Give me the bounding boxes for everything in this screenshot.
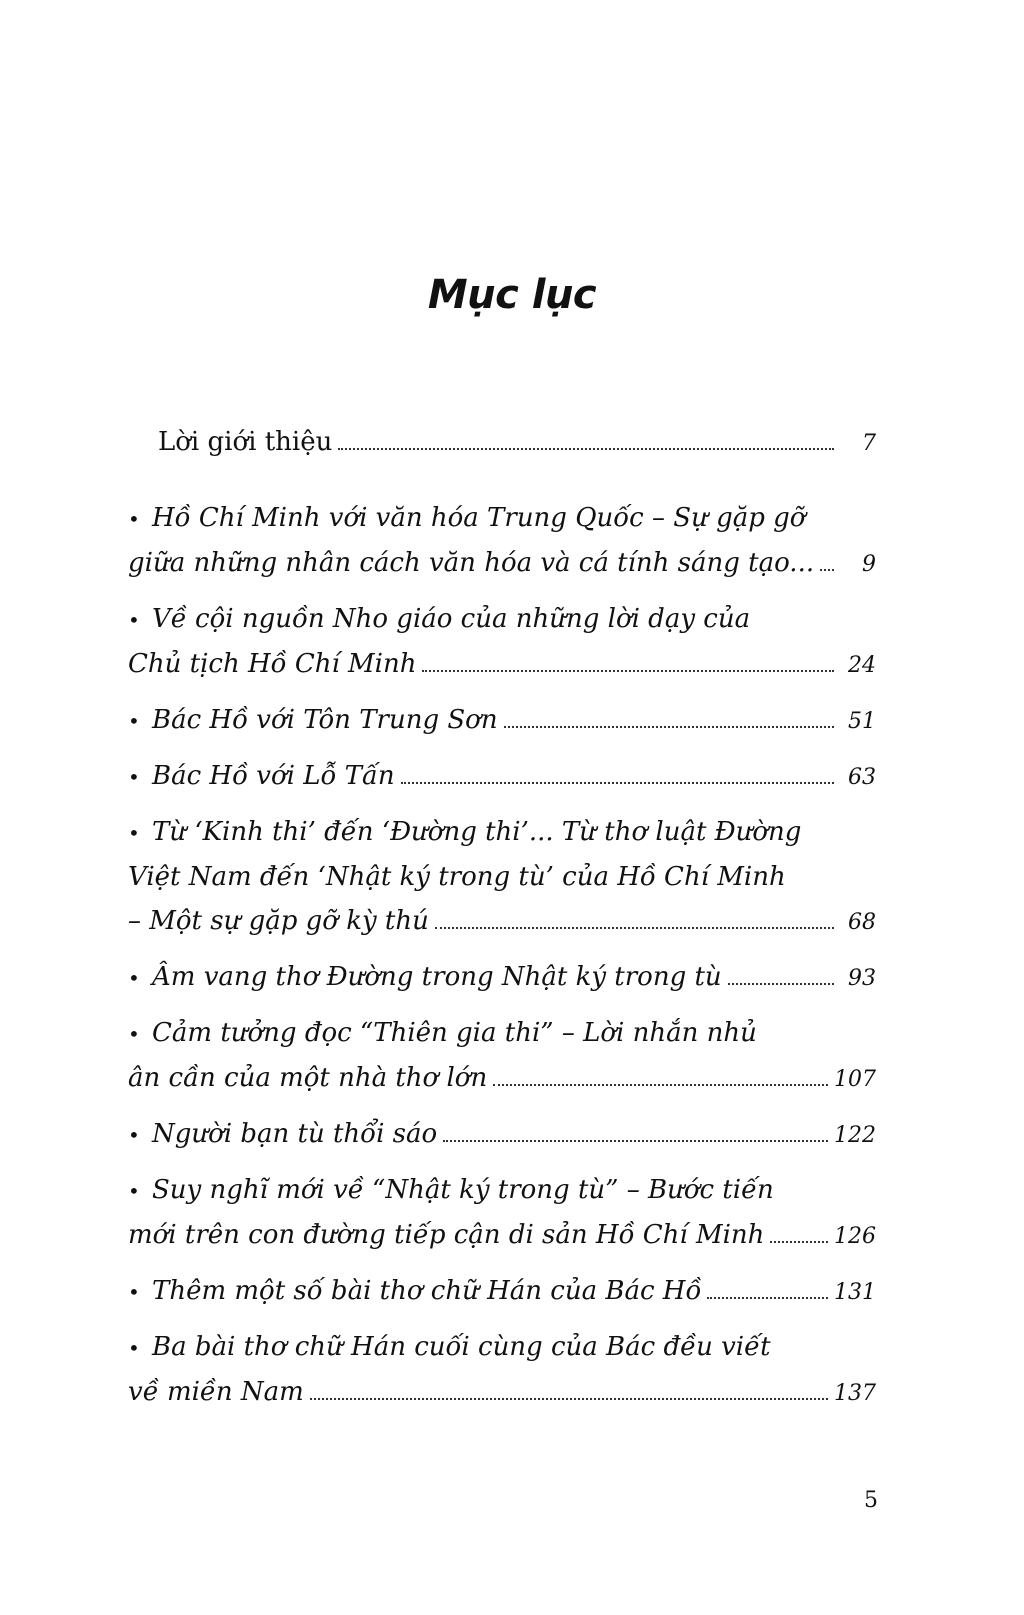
toc-entry	[128, 754, 876, 800]
page-number: 5	[864, 1488, 878, 1513]
toc-line	[128, 899, 876, 945]
toc-line	[128, 1168, 876, 1213]
toc-entry-title: Lời giới thiệu	[158, 427, 333, 457]
dot-leader	[443, 1140, 828, 1142]
bullet-icon: •	[128, 1336, 140, 1360]
bullet-icon: •	[128, 608, 140, 632]
toc-page-number: 24	[848, 653, 876, 678]
bullet-icon: •	[128, 1022, 140, 1046]
toc-page-number: 137	[834, 1381, 876, 1406]
toc-line	[158, 420, 876, 466]
toc-line	[128, 1056, 876, 1102]
toc-entry	[128, 1011, 876, 1102]
toc-line	[128, 810, 876, 855]
toc-page-number: 7	[862, 431, 876, 456]
toc-line	[128, 698, 876, 744]
bullet-icon: •	[128, 1280, 140, 1304]
toc-entry-title: Việt Nam đến ‘Nhật ký trong tù’ của Hồ Chí Minh	[128, 862, 786, 892]
toc-entry-title: Thêm một số bài thơ chữ Hán của Bác Hồ	[152, 1276, 702, 1306]
toc-page-number: 122	[834, 1123, 876, 1148]
bullet-icon: •	[128, 821, 140, 845]
dot-leader	[707, 1297, 828, 1299]
toc-entry	[128, 1325, 876, 1416]
toc-line	[128, 955, 876, 1001]
toc-line	[128, 1213, 876, 1259]
toc-entry-title: Bác Hồ với Tôn Trung Sơn	[152, 705, 498, 735]
toc-entry	[128, 597, 876, 688]
toc-entry-title: Chủ tịch Hồ Chí Minh	[128, 649, 417, 679]
toc-entry-title: Người bạn tù thổi sáo	[152, 1119, 438, 1149]
dot-leader	[310, 1398, 828, 1400]
toc-page-number: 131	[834, 1280, 876, 1305]
toc-page-number: 107	[834, 1067, 876, 1092]
dot-leader	[338, 448, 834, 450]
toc-entry	[128, 1168, 876, 1259]
page-title: Mục lục	[427, 272, 597, 318]
toc-entry	[128, 698, 876, 744]
dot-leader	[422, 670, 834, 672]
bullet-icon: •	[128, 507, 140, 531]
toc-entry-title: Ba bài thơ chữ Hán cuối cùng của Bác đều viết	[152, 1332, 771, 1362]
bullet-icon: •	[128, 966, 140, 990]
toc-line	[128, 642, 876, 688]
dot-leader	[820, 569, 834, 571]
toc-entry-title: Cảm tưởng đọc “Thiên gia thi” – Lời nhắn nhủ	[152, 1018, 757, 1048]
toc-page-number: 9	[862, 552, 876, 577]
dot-leader	[435, 927, 834, 929]
toc-entry-title: Âm vang thơ Đường trong Nhật ký trong tù	[152, 962, 722, 992]
dot-leader	[770, 1241, 828, 1243]
toc-entry-title: – Một sự gặp gỡ kỳ thú	[128, 906, 429, 936]
dot-leader	[504, 726, 834, 728]
toc-entry-title: giữa những nhân cách văn hóa và cá tính sáng tạo...	[128, 548, 815, 578]
bullet-icon: •	[128, 765, 140, 789]
toc-entry-title: ân cần của một nhà thơ lớn	[128, 1063, 488, 1093]
toc-entry-title: mới trên con đường tiếp cận di sản Hồ Chí Minh	[128, 1220, 765, 1250]
toc-line	[128, 1112, 876, 1158]
toc-entry	[128, 1269, 876, 1315]
toc-entry-title: Suy nghĩ mới về “Nhật ký trong tù” – Bước tiến	[152, 1175, 774, 1205]
toc-line	[128, 754, 876, 800]
bullet-icon: •	[128, 1123, 140, 1147]
toc-entry-title: Hồ Chí Minh với văn hóa Trung Quốc – Sự gặp gỡ	[152, 503, 806, 533]
dot-leader	[493, 1084, 828, 1086]
toc-line	[128, 496, 876, 541]
toc-line	[128, 1370, 876, 1416]
toc-page-number: 126	[834, 1224, 876, 1249]
table-of-contents	[128, 420, 876, 1426]
toc-page-number: 63	[848, 765, 876, 790]
toc-entry-title: Về cội nguồn Nho giáo của những lời dạy của	[152, 604, 751, 634]
toc-entry-intro	[128, 420, 876, 466]
toc-line	[128, 597, 876, 642]
toc-entry-title: về miền Nam	[128, 1377, 304, 1407]
dot-leader	[401, 782, 834, 784]
toc-entry	[128, 955, 876, 1001]
toc-line	[128, 1269, 876, 1315]
toc-line	[128, 541, 876, 587]
toc-page-number: 68	[848, 910, 876, 935]
toc-entry-title: Từ ‘Kinh thi’ đến ‘Đường thi’... Từ thơ luật Đường	[152, 817, 802, 847]
toc-entry-title: Bác Hồ với Lỗ Tấn	[152, 761, 395, 791]
bullet-icon: •	[128, 709, 140, 733]
toc-line	[128, 1011, 876, 1056]
toc-line	[128, 1325, 876, 1370]
toc-entry	[128, 1112, 876, 1158]
toc-page-number: 51	[848, 709, 876, 734]
toc-entry	[128, 810, 876, 945]
bullet-icon: •	[128, 1179, 140, 1203]
dot-leader	[728, 983, 834, 985]
toc-entry	[128, 496, 876, 587]
toc-line	[128, 855, 876, 899]
toc-page-number: 93	[848, 966, 876, 991]
